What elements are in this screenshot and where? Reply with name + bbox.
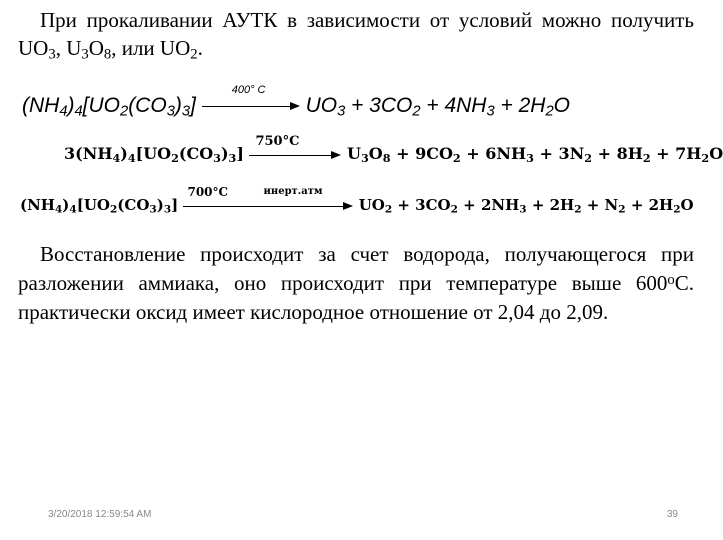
subscript: 4 (59, 103, 68, 120)
formula-part: [UO (135, 144, 172, 163)
equation-750c (64, 133, 723, 165)
subscript: 2 (109, 203, 118, 216)
formula-part: 3(NH (64, 144, 113, 163)
formula-part: O (709, 144, 723, 163)
subscript: 2 (452, 150, 461, 165)
subscript: 2 (171, 150, 179, 165)
formula-part: UO (358, 196, 385, 214)
subscript: 3 (81, 46, 89, 63)
formula-part: ) (120, 144, 128, 163)
equation-700c-inert (20, 185, 694, 216)
formula-part: ) (156, 196, 164, 214)
reaction-arrow (202, 84, 300, 117)
formula-part: + N (581, 196, 619, 214)
formula-part: + 3CO (345, 94, 413, 117)
reaction-atmosphere: инерт.атм (263, 186, 323, 197)
formula-part: ] (236, 144, 244, 163)
intro-paragraph (18, 6, 694, 62)
products (347, 144, 723, 163)
formula-part: (CO (128, 94, 167, 117)
reactant (20, 196, 183, 214)
reaction-arrow (183, 185, 353, 216)
footer-date: 3/20/2018 12:59:54 AM (48, 509, 152, 520)
subscript: 3 (166, 103, 175, 120)
formula-part: + 9CO (390, 144, 453, 163)
intro-text: O (88, 36, 104, 60)
subscript: 2 (574, 203, 582, 216)
subscript: 2 (673, 203, 681, 216)
subscript: 3 (163, 203, 172, 216)
reaction-condition: 400° C (231, 84, 266, 97)
subscript: 3 (228, 150, 237, 165)
formula-part: O (368, 144, 383, 163)
subscript: 4 (74, 103, 83, 120)
subscript: 4 (69, 203, 77, 216)
formula-part: + 2H (526, 196, 575, 214)
formula-part: O (680, 196, 694, 214)
subscript: 2 (190, 46, 198, 63)
intro-text: , или UO (111, 36, 191, 60)
subscript: 2 (412, 103, 421, 120)
formula-part: + 2NH (457, 196, 520, 214)
subscript: 3 (486, 103, 495, 120)
reduction-text: С. практически оксид имеет кислородное отношение от 2,04 до 2,09. (18, 271, 694, 324)
formula-part: + 8H (592, 144, 643, 163)
formula-part: ) (62, 196, 70, 214)
formula-part: + 2H (625, 196, 674, 214)
reduction-paragraph (18, 240, 694, 327)
subscript: 2 (618, 203, 626, 216)
formula-part: O (553, 94, 570, 117)
subscript: 4 (112, 150, 121, 165)
subscript: 2 (701, 150, 710, 165)
subscript: 4 (54, 203, 63, 216)
formula-part: + 6NH (460, 144, 527, 163)
subscript: 3 (337, 103, 346, 120)
subscript: 8 (382, 150, 391, 165)
formula-part: + 7H (650, 144, 702, 163)
formula-part: [UO (76, 196, 110, 214)
subscript: 2 (120, 103, 129, 120)
reactant (22, 94, 202, 120)
formula-part: ) (220, 144, 229, 163)
formula-part: ) (67, 94, 75, 117)
subscript: 8 (103, 46, 112, 63)
formula-part: (CO (178, 144, 214, 163)
reaction-temperature: 700°C (187, 185, 229, 199)
formula-part: [UO (82, 94, 121, 117)
formula-part: (CO (117, 196, 150, 214)
intro-text: . (197, 36, 203, 60)
subscript: 2 (384, 203, 393, 216)
formula-part: ) (174, 94, 182, 117)
subscript: 3 (519, 203, 527, 216)
reactant (64, 144, 249, 163)
formula-part: U (347, 144, 361, 163)
subscript: 3 (149, 203, 157, 216)
products (305, 94, 570, 120)
equation-400c (22, 84, 570, 120)
formula-part: (NH (20, 196, 55, 214)
intro-text: , U (55, 36, 82, 60)
intro-text: При прокаливании АУТК в зависимости от условий можно получить UO (18, 8, 694, 60)
formula-part: + 3CO (392, 196, 451, 214)
degree-superscript: о (667, 272, 675, 289)
formula-part: ] (190, 94, 196, 117)
formula-part: ] (171, 196, 179, 214)
subscript: 4 (127, 150, 136, 165)
page-number: 39 (666, 509, 678, 520)
subscript: 3 (361, 150, 369, 165)
subscript: 2 (545, 103, 554, 120)
subscript: 2 (450, 203, 458, 216)
formula-part: + 3N (533, 144, 585, 163)
subscript: 2 (584, 150, 593, 165)
formula-part: + 4NH (420, 94, 487, 117)
subscript: 3 (181, 103, 191, 120)
formula-part: UO (305, 94, 338, 117)
formula-part: (NH (22, 94, 60, 117)
subscript: 3 (213, 150, 221, 165)
products (359, 196, 694, 214)
reaction-arrow (249, 133, 341, 165)
subscript: 3 (526, 150, 534, 165)
reduction-text: Восстановление происходит за счет водорода, получающегося при разложении аммиака, оно происходит при температуре выше 600 (18, 242, 694, 295)
subscript: 3 (48, 46, 56, 63)
reaction-condition: 750°C (255, 133, 300, 149)
subscript: 2 (642, 150, 651, 165)
formula-part: + 2H (494, 94, 546, 117)
